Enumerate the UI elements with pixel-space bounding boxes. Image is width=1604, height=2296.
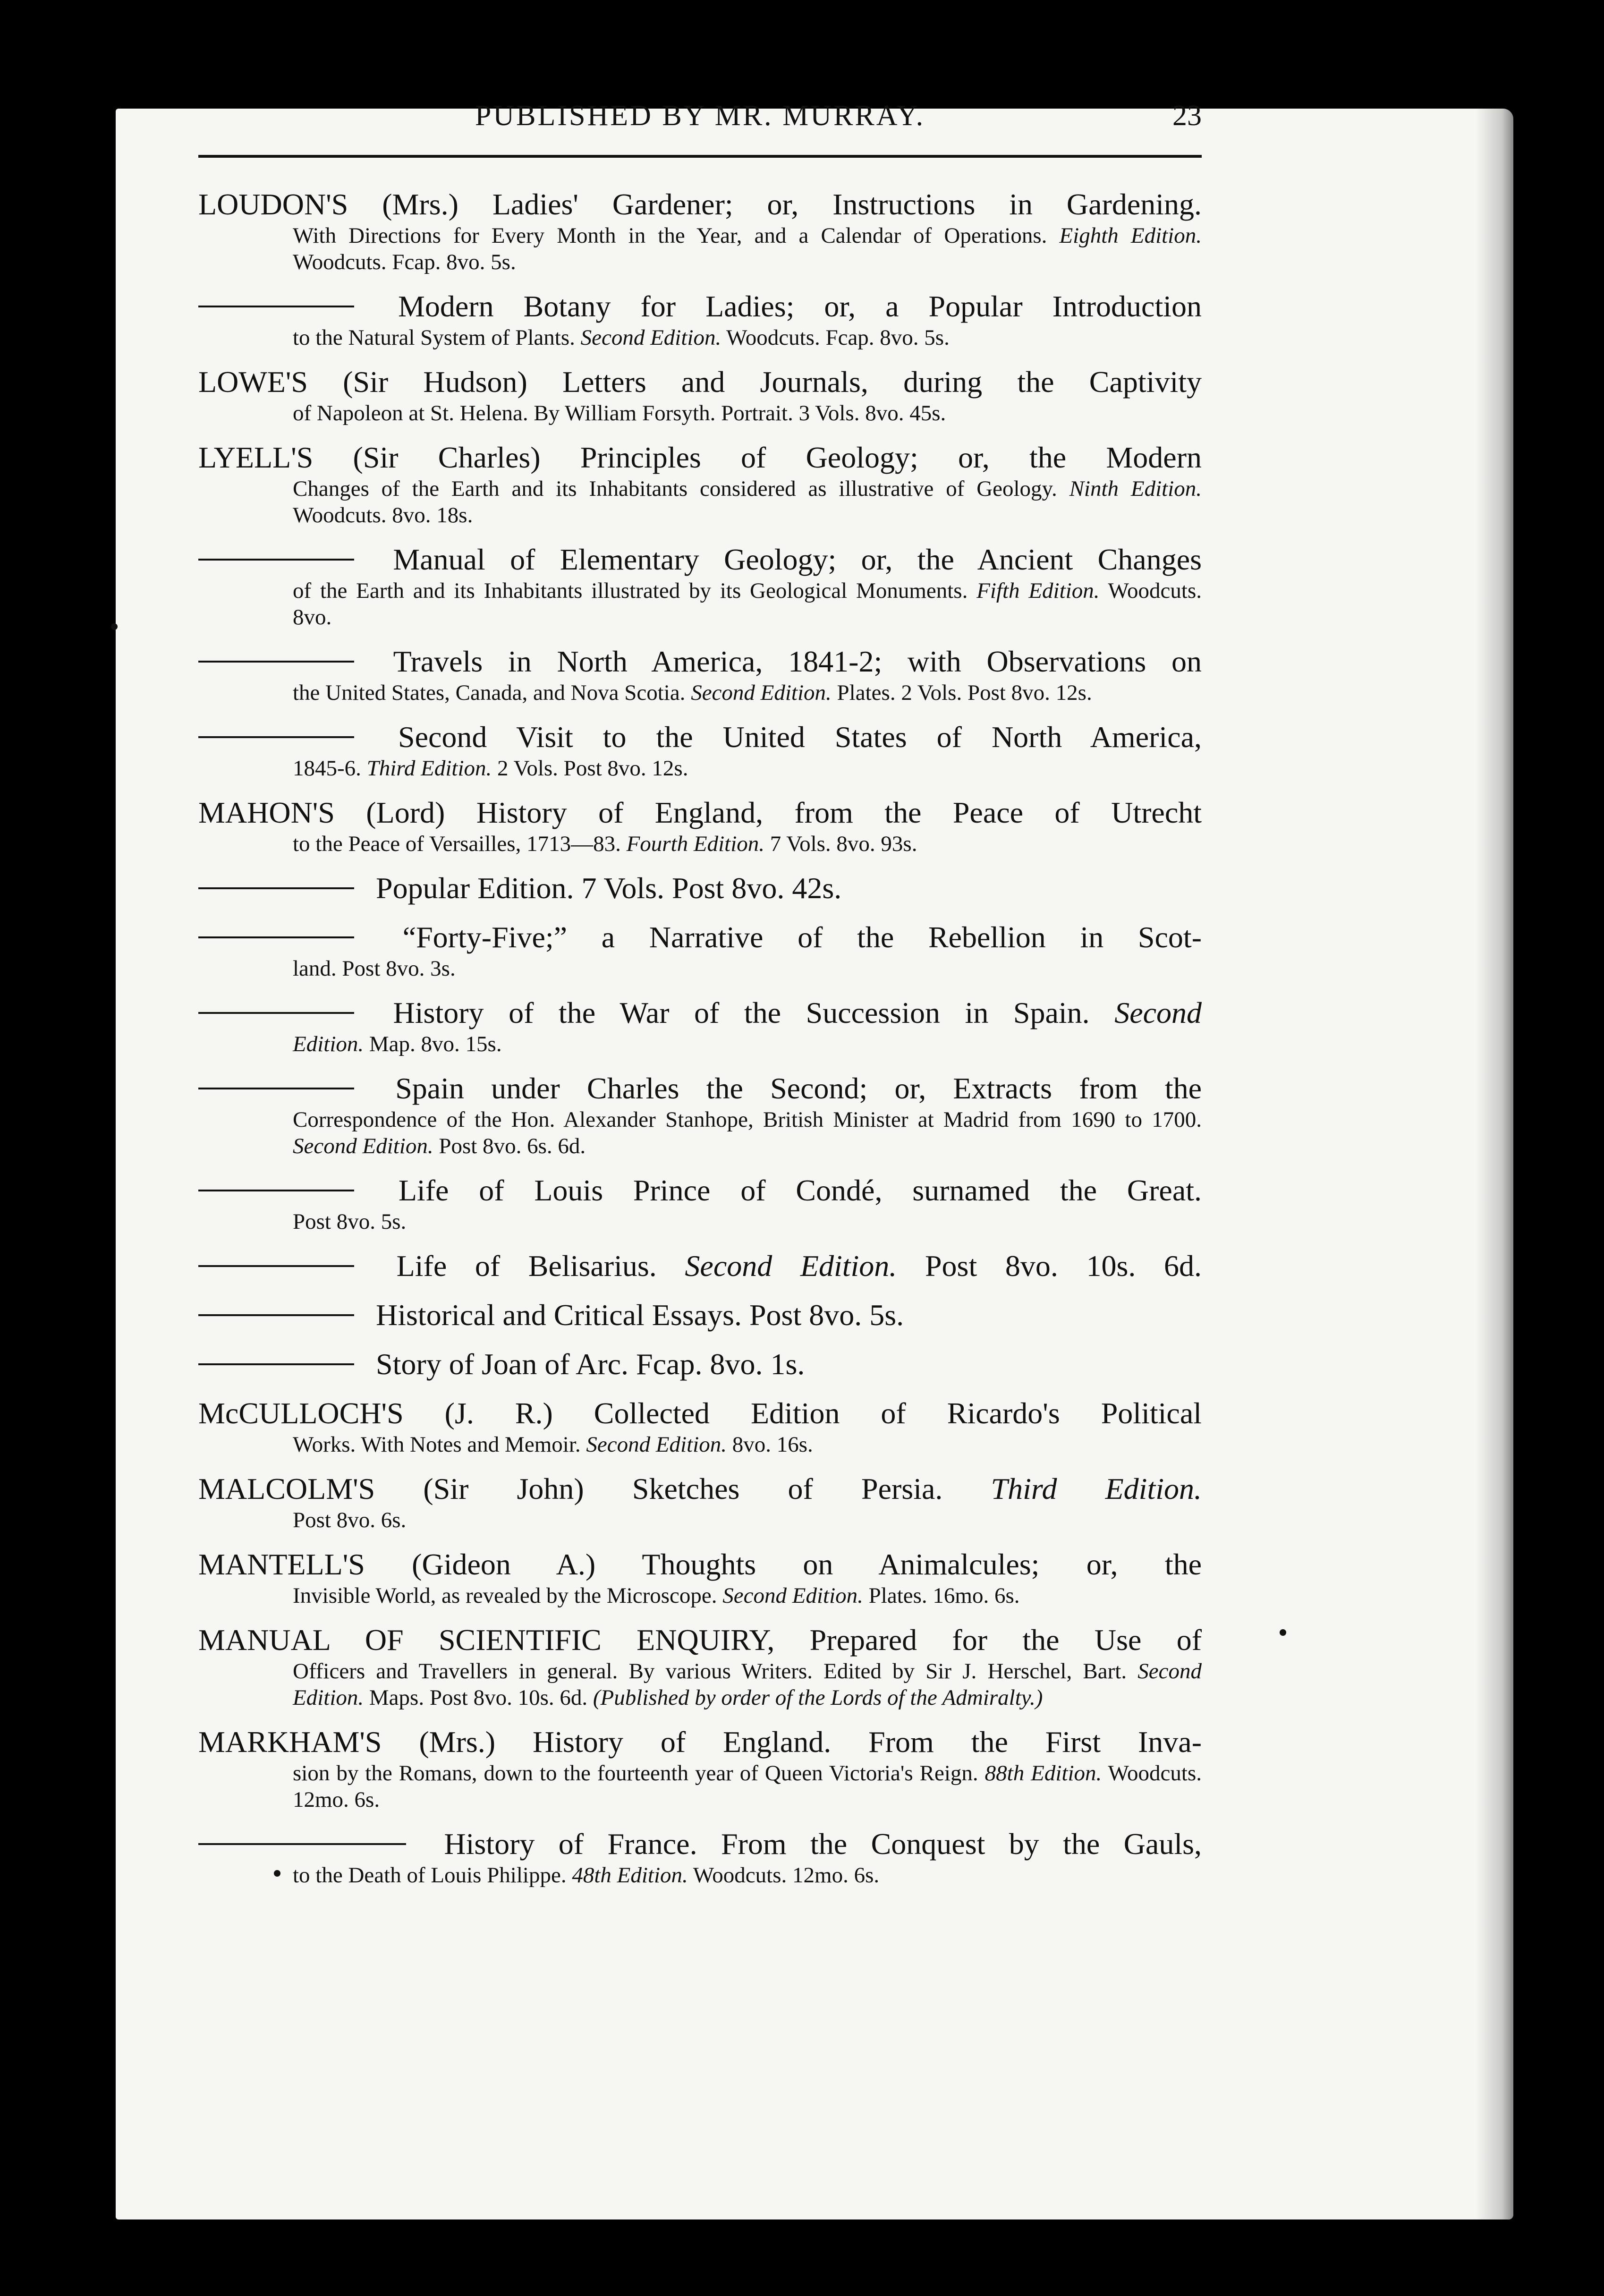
ditto-dash [198,1314,354,1316]
page-number: 23 [1172,100,1202,132]
entry-author: LOUDON'S (Mrs.) [198,187,458,221]
edition-text: Edition. [293,1032,364,1056]
details-text: Works. With Notes and Memoir. [293,1432,581,1457]
entry-author: MANTELL'S (Gideon A.) [198,1548,596,1581]
price-text: Post 8vo. 6s. 6d. [439,1134,586,1158]
details-text: Changes of the Earth and its Inhabitants considered as illustrative of Geology. [293,476,1057,501]
entry-author: MAHON'S (Lord) [198,796,445,829]
entry-headline [198,919,1202,955]
entry-headline [198,1395,1202,1431]
edition-text: Fifth Edition. [976,578,1100,603]
entry-headline [198,1471,1202,1507]
entry-headline [198,187,1202,222]
edition-text: Second Edition. [586,1432,727,1457]
entry-author: MANUAL OF SCIENTIFIC ENQUIRY, [198,1623,775,1657]
entry-title-italic: Second Edition. [685,1249,897,1283]
ditto-dash [198,1190,354,1191]
entry-author: McCULLOCH'S (J. R.) [198,1396,553,1430]
catalogue-entry [198,1547,1202,1609]
entry-details [293,578,1202,630]
entry-details [293,1582,1202,1609]
entry-headline [198,289,1202,324]
price-text: 2 Vols. Post 8vo. 12s. [497,756,688,781]
entry-title: Sketches of Persia. [632,1472,943,1505]
catalogue-entry [198,795,1202,857]
price-text: Maps. Post 8vo. 10s. 6d. [369,1685,588,1710]
catalogue-entry [198,1248,1202,1284]
edition-text: Third Edition. [366,756,492,781]
publication-note: (Published by order of the Lords of the Admiralty.) [593,1685,1043,1710]
entry-title: Popular Edition. 7 Vols. Post 8vo. 42s. [376,871,842,905]
entry-author: LOWE'S (Sir Hudson) [198,365,527,399]
entry-headline [198,995,1202,1031]
edition-text: Ninth Edition. [1069,476,1202,501]
entry-title-end: Post 8vo. 10s. 6d. [925,1249,1202,1283]
price-text: Plates. 16mo. 6s. [868,1583,1020,1608]
ditto-dash [198,1265,354,1267]
price-text: 7 Vols. 8vo. 93s. [770,832,917,856]
ditto-dash [198,306,354,307]
catalogue-list [198,187,1202,1888]
catalogue-entry [198,644,1202,706]
entry-headline [198,644,1202,680]
entry-details [293,1760,1202,1813]
entry-details [293,324,1202,351]
entry-details [293,755,1202,782]
entry-title: Spain under Charles the Second; or, Extracts from the [395,1071,1202,1105]
edition-text: Fourth Edition. [626,832,765,856]
entry-headline [198,795,1202,831]
entry-headline [198,719,1202,755]
header-rule [198,155,1202,158]
entry-details [293,1031,1202,1057]
entry-title: Manual of Elementary Geology; or, the Ancient Changes [393,543,1202,576]
entry-title: Collected Edition of Ricardo's Political [594,1396,1202,1430]
entry-details [293,1106,1202,1159]
edition-text: Eighth Edition. [1059,223,1202,248]
entry-details [293,222,1202,275]
catalogue-entry [198,1826,1202,1888]
entry-details [293,1431,1202,1458]
details-text: With Directions for Every Month in the Year, and a Calendar of Operations. [293,223,1047,248]
catalogue-entry [198,289,1202,351]
entry-headline [198,1248,1202,1284]
entry-author: MALCOLM'S (Sir John) [198,1472,584,1505]
details-text: the United States, Canada, and Nova Scotia. [293,680,686,705]
entry-title-italic: Second [1114,996,1202,1029]
entry-headline [198,1724,1202,1760]
entry-title: “Forty-Five;” a Narrative of the Rebellion in Scot- [402,920,1202,954]
entry-headline [198,1547,1202,1582]
details-text: Correspondence of the Hon. Alexander Stanhope, British Minister at Madrid from 1690 to 1700. [293,1107,1202,1132]
page-header [198,99,1202,151]
ditto-dash [198,887,354,889]
entry-title: Life of Belisarius. [396,1249,657,1283]
catalogue-entry [198,719,1202,782]
ditto-dash [198,559,354,561]
entry-details [293,1658,1202,1711]
entry-title-italic: Third Edition. [991,1472,1202,1505]
entry-title: Modern Botany for Ladies; or, a Popular Introduction [398,289,1202,323]
details-text: land. Post 8vo. 3s. [293,956,456,981]
scan-speck [1280,1629,1286,1636]
ditto-dash [198,936,354,938]
entry-details [293,1208,1202,1235]
details-text: of Napoleon at St. Helena. By William Forsyth. Portrait. 3 Vols. 8vo. 45s. [293,401,946,425]
price-text: Woodcuts. Fcap. 8vo. 5s. [293,250,516,274]
edition-text: Second Edition. [580,325,721,350]
catalogue-entry [198,1471,1202,1533]
entry-title: Thoughts on Animalcules; or, the [642,1548,1202,1581]
price-text: 8vo. 16s. [732,1432,813,1457]
edition-text: Second Edition. [722,1583,863,1608]
entry-details [293,831,1202,857]
entry-title: Travels in North America, 1841-2; with Observations on [393,645,1202,678]
entry-title: Story of Joan of Arc. Fcap. 8vo. 1s. [376,1347,805,1381]
edition-text: 48th Edition. [572,1863,688,1888]
entry-headline [198,1173,1202,1208]
scan-speck [111,623,118,630]
entry-title: Ladies' Gardener; or, Instructions in Gardening. [492,187,1202,221]
ditto-dash [198,1012,354,1014]
details-text: of the Earth and its Inhabitants illustrated by its Geological Monuments. [293,578,968,603]
entry-title: Historical and Critical Essays. Post 8vo. 5s. [376,1298,904,1332]
catalogue-entry [198,440,1202,528]
details-text: Officers and Travellers in general. By various Writers. Edited by Sir J. Herschel, Bart. [293,1659,1127,1684]
catalogue-entry [198,364,1202,426]
ditto-dash [198,1843,406,1845]
catalogue-entry [198,1622,1202,1711]
entry-title: History of the War of the Succession in Spain. [393,996,1090,1029]
details-text: 1845-6. [293,756,361,781]
entry-author: MARKHAM'S (Mrs.) [198,1725,496,1759]
entry-title: Principles of Geology; or, the Modern [580,441,1202,474]
price-text: Woodcuts. Fcap. 8vo. 5s. [726,325,950,350]
entry-title: History of England, from the Peace of Utrecht [476,796,1202,829]
entry-title: History of England. From the First Inva- [532,1725,1202,1759]
details-text: to the Death of Louis Philippe. [293,1863,567,1888]
catalogue-entry [198,870,1202,906]
catalogue-entry [198,919,1202,982]
ditto-dash [198,661,354,663]
entry-details [293,400,1202,426]
entry-title: Life of Louis Prince of Condé, surnamed the Great. [398,1174,1202,1207]
entry-headline [198,1297,1202,1333]
price-text: Woodcuts. 8vo. [293,578,1202,629]
entry-details [293,1507,1202,1533]
entry-details [293,1862,1202,1888]
running-title: PUBLISHED BY MR. MURRAY. [475,100,925,132]
catalogue-entry [198,1071,1202,1159]
price-text: Plates. 2 Vols. Post 8vo. 12s. [837,680,1092,705]
entry-headline [198,1622,1202,1658]
price-text: Woodcuts. 12mo. 6s. [293,1761,1202,1812]
details-text: Map. 8vo. 15s. [369,1032,502,1056]
entry-title: History of France. From the Conquest by the Gauls, [444,1827,1202,1861]
catalogue-entry [198,1395,1202,1458]
page-edge-shadow [1476,109,1513,2219]
entry-headline [198,1346,1202,1382]
details-text: Invisible World, as revealed by the Microscope. [293,1583,717,1608]
entry-headline [198,870,1202,906]
scan-speck [274,1870,280,1877]
entry-title: Prepared for the Use of [809,1623,1202,1657]
entry-title: Second Visit to the United States of North America, [398,720,1202,754]
catalogue-entry [198,1173,1202,1235]
entry-author: LYELL'S (Sir Charles) [198,441,541,474]
details-text: Post 8vo. 6s. [293,1508,407,1532]
entry-headline [198,1071,1202,1106]
edition-text: Second Edition. [293,1134,433,1158]
edition-text: Second Edition. [691,680,832,705]
entry-details [293,680,1202,706]
catalogue-entry [198,187,1202,275]
price-text: Woodcuts. 8vo. 18s. [293,503,473,527]
ditto-dash [198,1363,354,1365]
catalogue-entry [198,1297,1202,1333]
edition-text: Second Edition. [293,1659,1202,1710]
edition-text: 88th Edition. [984,1761,1102,1786]
details-text: Post 8vo. 5s. [293,1209,407,1234]
entry-details [293,476,1202,528]
ditto-dash [198,736,354,738]
details-text: to the Peace of Versailles, 1713—83. [293,832,621,856]
details-text: sion by the Romans, down to the fourteenth year of Queen Victoria's Reign. [293,1761,978,1786]
ditto-dash [198,1088,354,1089]
catalogue-entry [198,1346,1202,1382]
entry-title: Letters and Journals, during the Captivity [562,365,1202,399]
entry-details [293,955,1202,982]
entry-headline [198,542,1202,578]
entry-headline [198,1826,1202,1862]
catalogue-entry [198,995,1202,1057]
catalogue-entry [198,542,1202,630]
details-text: to the Natural System of Plants. [293,325,575,350]
price-text: Woodcuts. 12mo. 6s. [693,1863,880,1888]
catalogue-entry [198,1724,1202,1813]
entry-headline [198,364,1202,400]
entry-headline [198,440,1202,476]
